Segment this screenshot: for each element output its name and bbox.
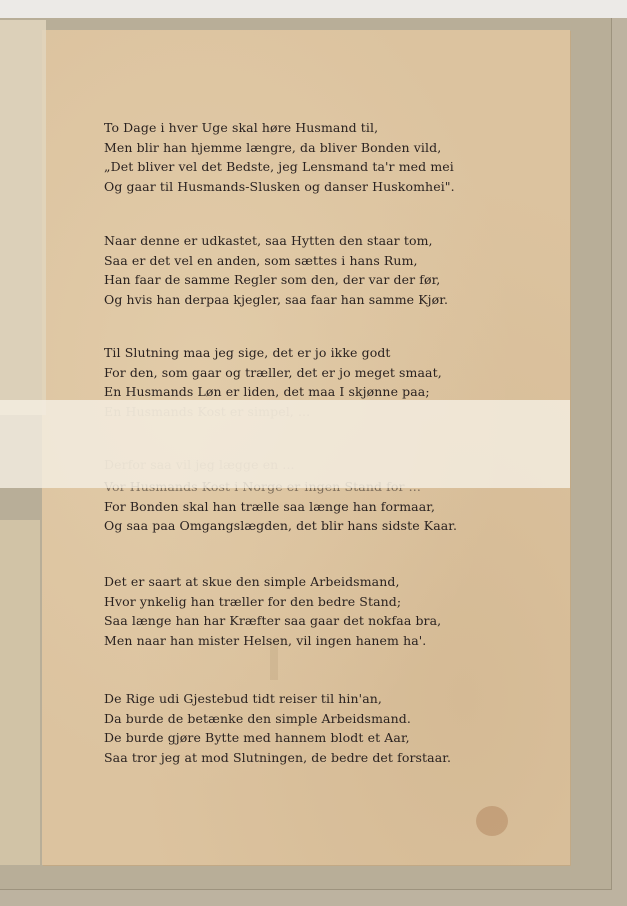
poem-line: Det er saart at skue den simple Arbeidsmand,: [104, 574, 400, 589]
poem-line: De Rige udi Gjestebud tidt reiser til hin'an,: [104, 691, 382, 706]
poem-line: Men blir han hjemme længre, da bliver Bonden vild,: [104, 139, 442, 155]
poem-line: Saa er det vel en anden, som sættes i hans Rum,: [104, 252, 418, 268]
poem-line: Saa tror jeg at mod Slutningen, de bedre det forstaar.: [104, 749, 452, 765]
tape-strip-middle: [0, 400, 570, 488]
poem-line: Naar denne er udkastet, saa Hytten den staar tom,: [104, 233, 433, 248]
poem-line: Men naar han mister Helsen, vil ingen hanem ha'.: [104, 632, 427, 648]
poem-line: „Det bliver vel det Bedste, jeg Lensmand ta'r med mei: [104, 159, 454, 174]
poem-line: Til Slutning maa jeg sige, det er jo ikke godt: [104, 345, 391, 360]
stanza-5: [104, 572, 441, 650]
poem-line: Og saa paa Omgangslægden, det blir hans sidste Kaar.: [104, 518, 458, 533]
tape-strip-left-lower: [0, 520, 40, 865]
stanza-2: [104, 231, 448, 309]
stanza-6: [104, 689, 451, 767]
poem-line: For den, som gaar og træller, det er jo meget smaat,: [104, 364, 442, 380]
stain-mark: [476, 806, 508, 836]
poem-line: Da burde de betænke den simple Arbeidsmand.: [104, 710, 411, 726]
poem-line: Og hvis han derpaa kjegler, saa faar han samme Kjør.: [104, 291, 449, 307]
poem-line: To Dage i hver Uge skal høre Husmand til,: [104, 120, 379, 135]
stanza-1: [104, 118, 455, 196]
poem-line: Hvor ynkelig han træller for den bedre Stand;: [104, 593, 402, 609]
poem-line: De burde gjøre Bytte med hannem blodt et Aar,: [104, 730, 410, 745]
poem-line: Han faar de samme Regler som den, der var der før,: [104, 272, 441, 287]
poem-line: Saa længe han har Kræfter saa gaar det nokfaa bra,: [104, 613, 442, 628]
poem-line: For Bonden skal han trælle saa længe han formaar,: [104, 498, 436, 514]
tape-strip-left: [0, 20, 46, 415]
poem-line: Og gaar til Husmands-Slusken og danser Huskomhei".: [104, 178, 455, 194]
scanner-margin: [0, 0, 627, 18]
poem-line: En Husmands Løn er liden, det maa I skjønne paa;: [104, 384, 430, 399]
